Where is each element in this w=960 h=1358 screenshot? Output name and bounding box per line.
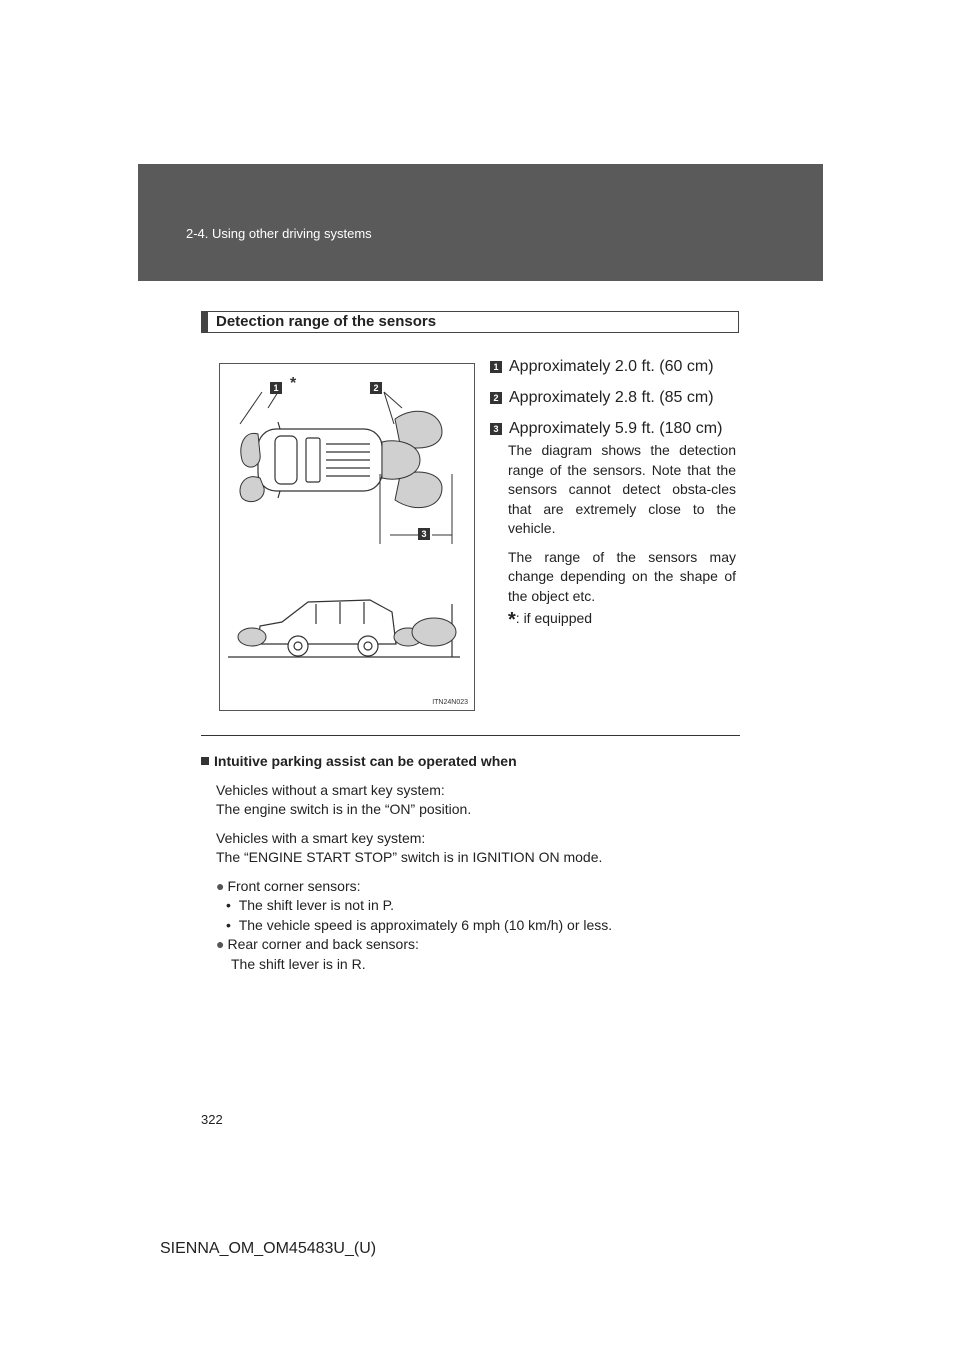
front-condition: • The shift lever is not in P. [226,897,395,913]
circle-bullet-icon: ● [216,936,225,952]
operating-conditions [201,752,741,974]
footnote-text: : if equipped [515,610,593,626]
diagram-svg [220,364,476,712]
description-paragraph: The range of the sensors may change depending on the shape of the object etc. [508,548,736,604]
figure-code: ITN24N023 [432,699,468,706]
rear-sensors-label: ● Rear corner and back sensors: [216,936,419,952]
legend-text: Approximately 2.0 ft. (60 cm) [509,358,714,375]
page-header [138,164,823,281]
rear-condition: The shift lever is in R. [231,955,366,972]
front-condition: • The vehicle speed is approximately 6 mph (10 km/h) or less. [226,916,613,933]
sensor-range-diagram [219,363,475,711]
callout-asterisk: * [290,375,297,392]
section-divider [201,735,740,736]
legend-number: 3 [490,423,502,435]
legend-text: Approximately 5.9 ft. (180 cm) [509,420,723,437]
front-sensors-label: ● Front corner sensors: [216,877,361,894]
rear-sensor-ranges [382,411,442,507]
legend-item [490,357,740,377]
square-bullet-icon [201,757,209,765]
callout-2: 2 [373,383,379,393]
callout-3: 3 [421,529,427,539]
description-paragraph: The diagram shows the detection range of the sensors. Note that the sensors cannot detect obsta-cles that are extremely close to the vehicle. [508,442,736,536]
legend-item [490,419,740,439]
page-number: 322 [201,1112,223,1127]
legend-number: 2 [490,392,502,404]
circle-bullet-icon: ● [216,877,225,894]
diagram-description [508,441,736,615]
callout-1: 1 [273,383,279,393]
smart-key-label: Vehicles with a smart key system: [216,829,426,846]
no-smart-key-text: The engine switch is in the “ON” position. [216,801,472,817]
section-heading: Detection range of the sensors [201,311,739,333]
legend-number: 1 [490,361,502,373]
footer-document-code: SIENNA_OM_OM45483U_(U) [160,1240,377,1257]
car-top-view [258,422,382,498]
footnote [508,609,592,632]
header-section-title: 2-4. Using other driving systems [186,226,372,241]
smart-key-text: The “ENGINE START STOP” switch is in IGNITION ON mode. [216,849,603,865]
legend-item [490,388,740,408]
legend-text: Approximately 2.8 ft. (85 cm) [509,389,714,406]
range-legend [490,357,740,450]
footnote-star: * [508,609,516,631]
no-smart-key-label: Vehicles without a smart key system: [216,781,445,798]
notes-title: Intuitive parking assist can be operated when [201,752,741,772]
